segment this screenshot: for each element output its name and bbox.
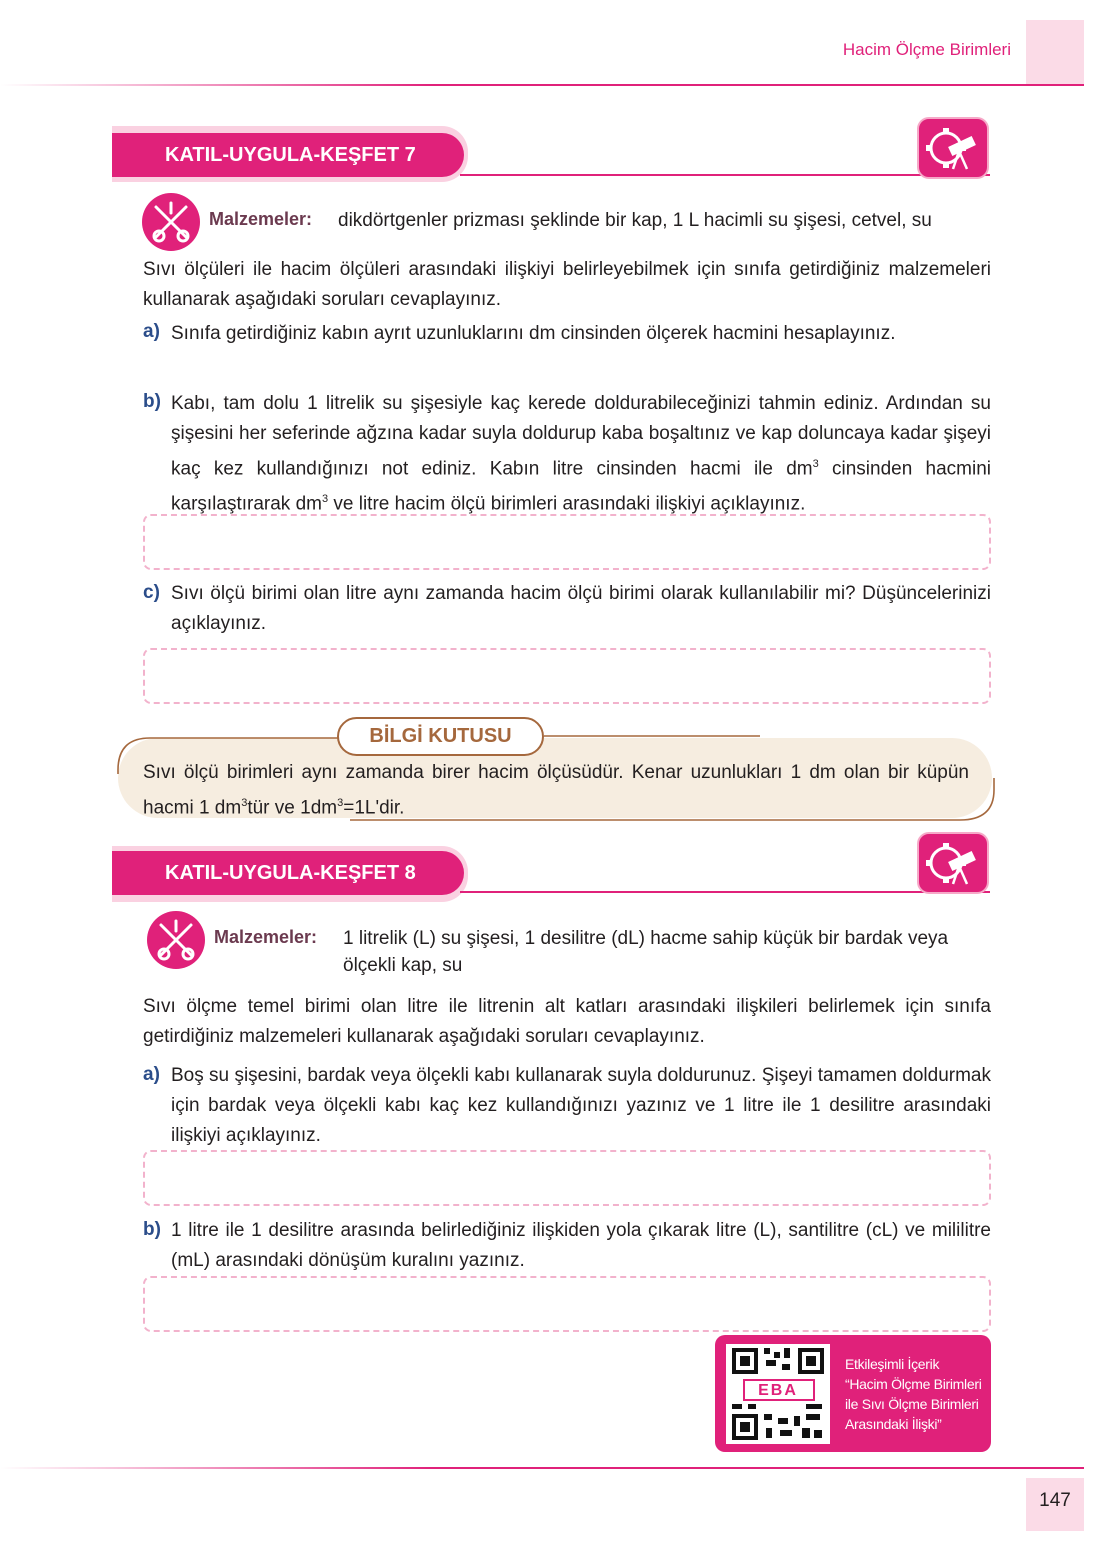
activity7-qc-text: Sıvı ölçü birimi olan litre aynı zamanda hacim ölçü birimi olarak kullanılabilir mi? Düşüncelerinizi açıklayınız. (171, 583, 991, 634)
answer-box-8b[interactable] (143, 1276, 991, 1332)
activity7-qa-letter: a) (143, 321, 160, 342)
activity7-qa-text: Sınıfa getirdiğiniz kabın ayrıt uzunluklarını dm cinsinden ölçerek hacmini hesaplayınız. (171, 323, 896, 344)
activity8-intro: Sıvı ölçme temel birimi olan litre ile litrenin alt katları arasındaki ilişkileri belirlemek için sınıfa getirdiğiniz malzemeleri kullanarak aşağıdaki soruları cevaplayınız. (143, 996, 991, 1047)
answer-box-7b[interactable] (143, 514, 991, 570)
activity8-qa-letter: a) (143, 1064, 160, 1085)
info-box-title: BİLGİ KUTUSU (337, 717, 544, 756)
activity8-materials-line2: ölçekli kap, su (343, 955, 463, 976)
activity8-qb-letter: b) (143, 1219, 161, 1240)
activity8-materials-label: Malzemeler: (214, 927, 318, 947)
tools-icon (147, 911, 205, 969)
activity7-materials-label: Malzemeler: (209, 209, 313, 229)
activity7-materials-text: dikdörtgenler prizması şeklinde bir kap, 1 L hacimli su şişesi, cetvel, su (338, 210, 932, 231)
corner-tab (1026, 20, 1084, 84)
tools-icon (142, 193, 200, 251)
activity7-intro: Sıvı ölçüleri ile hacim ölçüleri arasındaki ilişkiyi belirleyebilmek için sınıfa getirdiğiniz malzemeleri kullanarak aşağıdaki soruları cevaplayınız. (143, 259, 991, 310)
activity7-title-line (460, 174, 990, 176)
telescope-gear-icon (917, 832, 989, 894)
page-header-title: Hacim Ölçme Birimleri (842, 40, 1011, 59)
answer-box-7c[interactable] (143, 648, 991, 704)
activity8-qb-text: 1 litre ile 1 desilitre arasında belirlediğiniz ilişkiden yola çıkarak litre (L), santilitre (cL) ve mililitre (mL) arasındaki dönüşüm kuralını yazınız. (171, 1220, 991, 1271)
interactive-content-text: Etkileşimli İçerik “Hacim Ölçme Birimleri ile Sıvı Ölçme Birimleri Arasındaki İlişki” (845, 1356, 982, 1432)
activity8-materials-line1: 1 litrelik (L) su şişesi, 1 desilitre (dL) hacme sahip küçük bir bardak veya (343, 928, 949, 949)
eba-badge: EBA (758, 1382, 798, 1399)
activity8-qa-text: Boş su şişesini, bardak veya ölçekli kabı kullanarak suyla doldurunuz. Şişeyi tamamen doldurmak için bardak veya ölçekli kabı kaç kez kullandığınızı yazınız ve 1 litre ile 1 desilitre arasındaki ilişkiyi açıklayınız. (171, 1065, 991, 1146)
activity7-qc-letter: c) (143, 582, 160, 603)
page-number: 147 (1039, 1490, 1071, 1511)
info-box-text: Sıvı ölçü birimleri aynı zamanda birer hacim ölçüsüdür. Kenar uzunlukları 1 dm olan bir küpün hacmi 1 $dm^3tür$ ve $1dm^3=1L'dir$. (143, 762, 969, 819)
activity8-title-line (460, 891, 990, 893)
telescope-gear-icon (917, 117, 989, 179)
answer-box-8a[interactable] (143, 1150, 991, 1206)
activity7-qb-text: Kabı, tam dolu 1 litrelik su şişesiyle kaç kerede doldurabileceğinizi tahmin ediniz. Ardından su şişesini her seferinde ağzına kadar suyla doldurup kaba boşaltınız ve kap doluncaya kadar şişeyi kaç kez kullandığınızı not ediniz. Kabın litre cinsinden hacmi ile $dm^3$ cinsinden hacmini karşılaştırarak $dm^3$ ve litre hacim ölçü birimleri arasındaki ilişkiyi açıklayınız. (171, 393, 991, 515)
activity7-title: KATIL-UYGULA-KEŞFET 7 (112, 133, 464, 177)
header-divider (0, 84, 1084, 86)
activity7-qb-letter: b) (143, 391, 161, 412)
footer-divider (0, 1467, 1084, 1469)
activity8-title: KATIL-UYGULA-KEŞFET 8 (112, 851, 464, 895)
